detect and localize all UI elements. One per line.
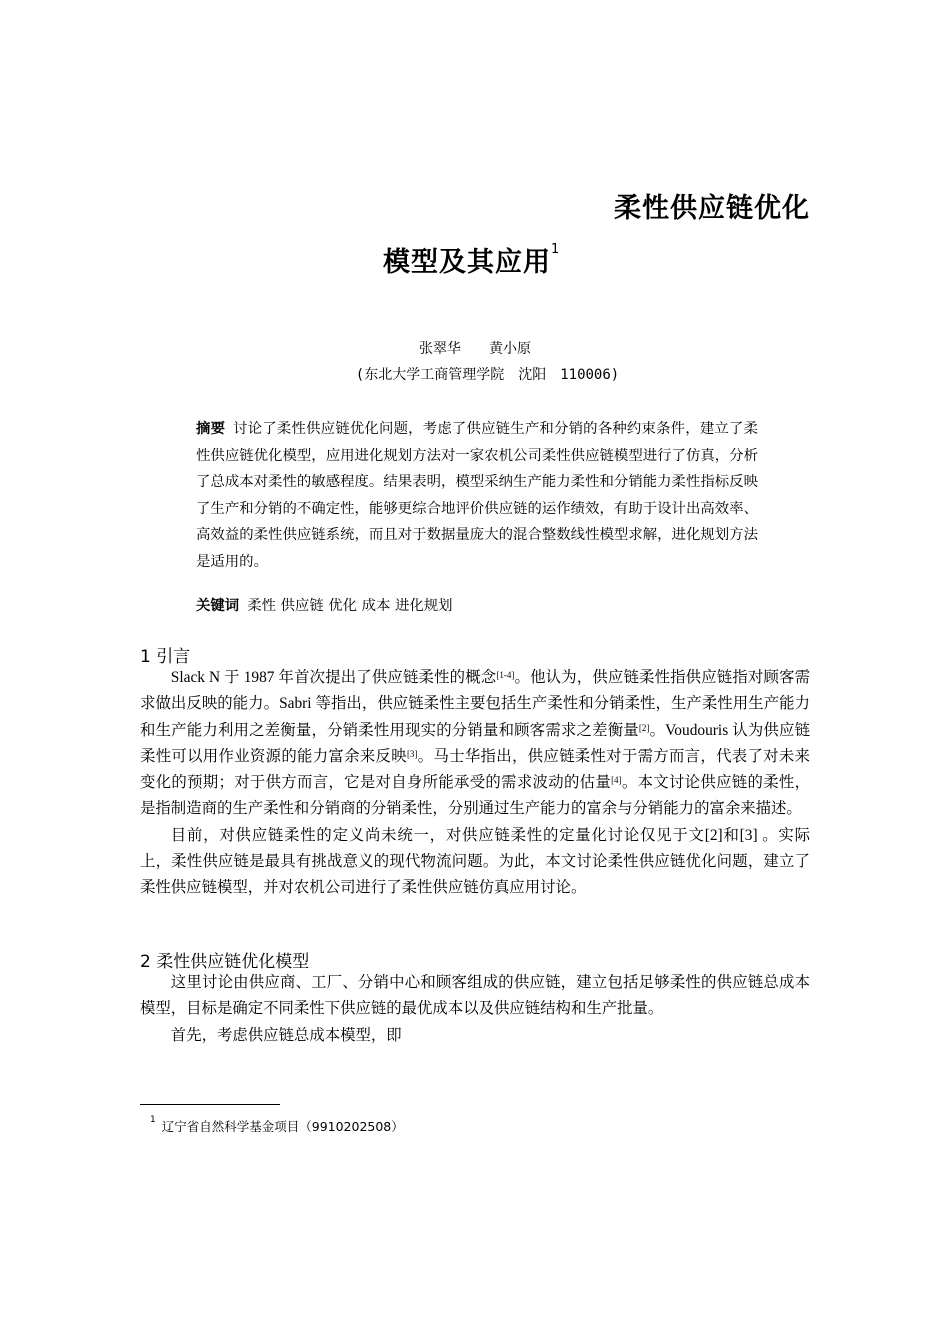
footnote-text: 辽宁省自然科学基金项目（9910202508） (161, 1119, 404, 1134)
title-line-1: 柔性供应链优化 (614, 193, 810, 224)
paragraph: 首先，考虑供应链总成本模型，即 (170, 1026, 402, 1044)
author-list (0, 338, 950, 358)
affiliation: (东北大学工商管理学院 沈阳 110006) (355, 367, 620, 383)
citation: [4] (611, 775, 622, 786)
author-name: 黄小原 (489, 341, 531, 357)
title-line-2 (383, 240, 560, 279)
citation: [1-4] (496, 670, 515, 680)
text-run: 。Voudouris 认为供应链柔性可以用作业资源的能力富余来反映 (140, 721, 810, 765)
author-name: 张翠华 (419, 341, 461, 357)
citation: [2] (638, 722, 650, 733)
abstract (196, 416, 758, 575)
footnote (150, 1117, 404, 1135)
title-line-2-text: 模型及其应用 (383, 247, 551, 278)
text-run: 。马士华指出，供应链柔性对于需方而言，代表了对未来变化的预期；对于供方而言，它是对自身所能承受的需求波动的估量 (140, 747, 810, 792)
section-2-heading: 2 柔性供应链优化模型 (140, 952, 310, 972)
section-1-body (140, 665, 810, 902)
footnote-rule (140, 1104, 280, 1105)
abstract-text: 讨论了柔性供应链优化问题，考虑了供应链生产和分销的各种约束条件，建立了柔性供应链优化模型，应用进化规划方法对一家农机公司柔性供应链模型进行了仿真，分析了总成本对柔性的敏感程度。结果表明，模型采纳生产能力柔性和分销能力柔性指标反映了生产和分销的不确定性，能够更综合地评价供应链的运作绩效，有助于设计出高效率、高效益的柔性供应链系统，而且对于数据量庞大的混合整数线性模型求解，进化规划方法是适用的。 (196, 421, 758, 570)
abstract-label: 摘要 (196, 421, 226, 437)
keywords-text: 柔性 供应链 优化 成本 进化规划 (247, 598, 453, 614)
paragraph: 这里讨论由供应商、工厂、分销中心和顾客组成的供应链，建立包括足够柔性的供应链总成本模型，目标是确定不同柔性下供应链的最优成本以及供应链结构和生产批量。 (140, 974, 810, 1018)
text-run: 。他认为，供应链柔性指供应链指对顾客需求做出反映的能力。Sabri 等指出，供应链柔性主要包括生产柔性和分销柔性，生产柔性用生产能力和生产能力利用之差衡量，分销柔性用现实的分销量和顾客需求之差衡量 (140, 669, 810, 739)
paragraph: 目前，对供应链柔性的定义尚未统一，对供应链柔性的定量化讨论仅见于文[2]和[3] 。实际上，柔性供应链是最具有挑战意义的现代物流问题。为此，本文讨论柔性供应链优化问题，建立了柔性供应链模型，并对农机公司进行了柔性供应链仿真应用讨论。 (140, 826, 810, 897)
text-run: 。本文讨论供应链的柔性，是指制造商的生产柔性和分销商的分销柔性，分别通过生产能力的富余与分销能力的富余来描述。 (140, 774, 810, 818)
keywords-label: 关键词 (196, 598, 240, 614)
citation: [3] (406, 748, 418, 759)
paragraph (140, 665, 810, 823)
footnote-marker: 1 (150, 1115, 156, 1125)
section-2-body (140, 970, 810, 1049)
section-1-heading: 1 引言 (140, 647, 191, 667)
text-run: Slack N 于 1987 年首次提出了供应链柔性的概念 (170, 669, 497, 686)
keywords (196, 594, 758, 615)
title-footnote-marker: 1 (551, 242, 561, 257)
